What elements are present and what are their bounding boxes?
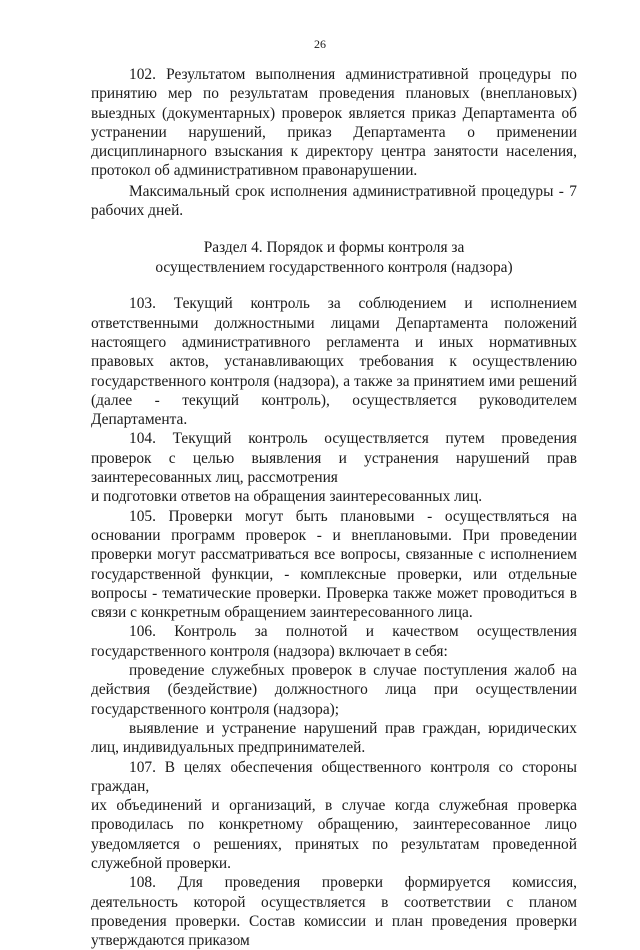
paragraph-107: 107. В целях обеспечения общественного контроля со стороны граждан,	[91, 758, 577, 795]
section-4-title	[91, 238, 577, 277]
paragraph-104-continuation: и подготовки ответов на обращения заинтересованных лиц.	[91, 488, 483, 506]
paragraph-max-term: Максимальный срок исполнения административной процедуры - 7 рабочих дней.	[91, 182, 577, 220]
paragraph-106: 106. Контроль за полнотой и качеством осуществления государственного контроля (надзора) включает в себя:	[91, 623, 577, 660]
paragraph-105: 105. Проверки могут быть плановыми - осуществляться на основании программ проверок - и внеплановыми. При проведении проверки могут рассматриваться все вопросы, связанные с исполнением государственной функции, - комплексные проверки, или отдельные вопросы - тематические проверки. Проверка также может проводиться в связи с конкретным обращением заинтересованного лица.	[91, 507, 577, 622]
paragraph-108: 108. Для проведения проверки формируется комиссия, деятельность которой осуществляется в соответствии с планом проведения проверки. Состав комиссии и план проведения проверки утверждаются приказом	[91, 874, 577, 950]
section-title-line-1: Раздел 4. Порядок и формы контроля за	[203, 239, 465, 257]
paragraph-106-item-2: выявление и устранение нарушений прав граждан, юридических лиц, индивидуальных предпринимателей.	[91, 719, 577, 757]
section-title-line-2: осуществлением государственного контроля (надзора)	[155, 258, 513, 276]
paragraph-102: 102. Результатом выполнения административной процедуры по принятию мер по результатам проведения плановых (внеплановых) выездных (документарных) проверок является приказ Департамента об устранении нарушений, приказ Департамента о применении дисциплинарного взыскания к директору центра занятости населения, протокол об административном правонарушении.	[91, 66, 577, 180]
paragraph-107-continuation: их объединений и организаций, в случае когда служебная проверка проводилась по конкретному обращению, заинтересованное лицо уведомляется о решениях, принятых по результатам проведенной служебной проверки.	[91, 797, 577, 872]
paragraph-103: 103. Текущий контроль за соблюдением и исполнением ответственными должностными лицами Департамента положений настоящего административного регламента и иных нормативных правовых актов, устанавливающих требования к осуществлению государственного контроля (надзора), а также за принятием ими решений (далее - текущий контроль), осуществляется руководителем Департамента.	[91, 295, 577, 429]
paragraph-104: 104. Текущий контроль осуществляется путем проведения проверок с целью выявления и устранения нарушений прав заинтересованных лиц, рассмотрения	[91, 430, 577, 487]
document-body	[91, 65, 577, 950]
page-number: 26	[314, 37, 326, 51]
paragraph-106-item-1: проведение служебных проверок в случае поступления жалоб на действия (бездействие) должностного лица при осуществлении государственного контроля (надзора);	[91, 662, 577, 718]
